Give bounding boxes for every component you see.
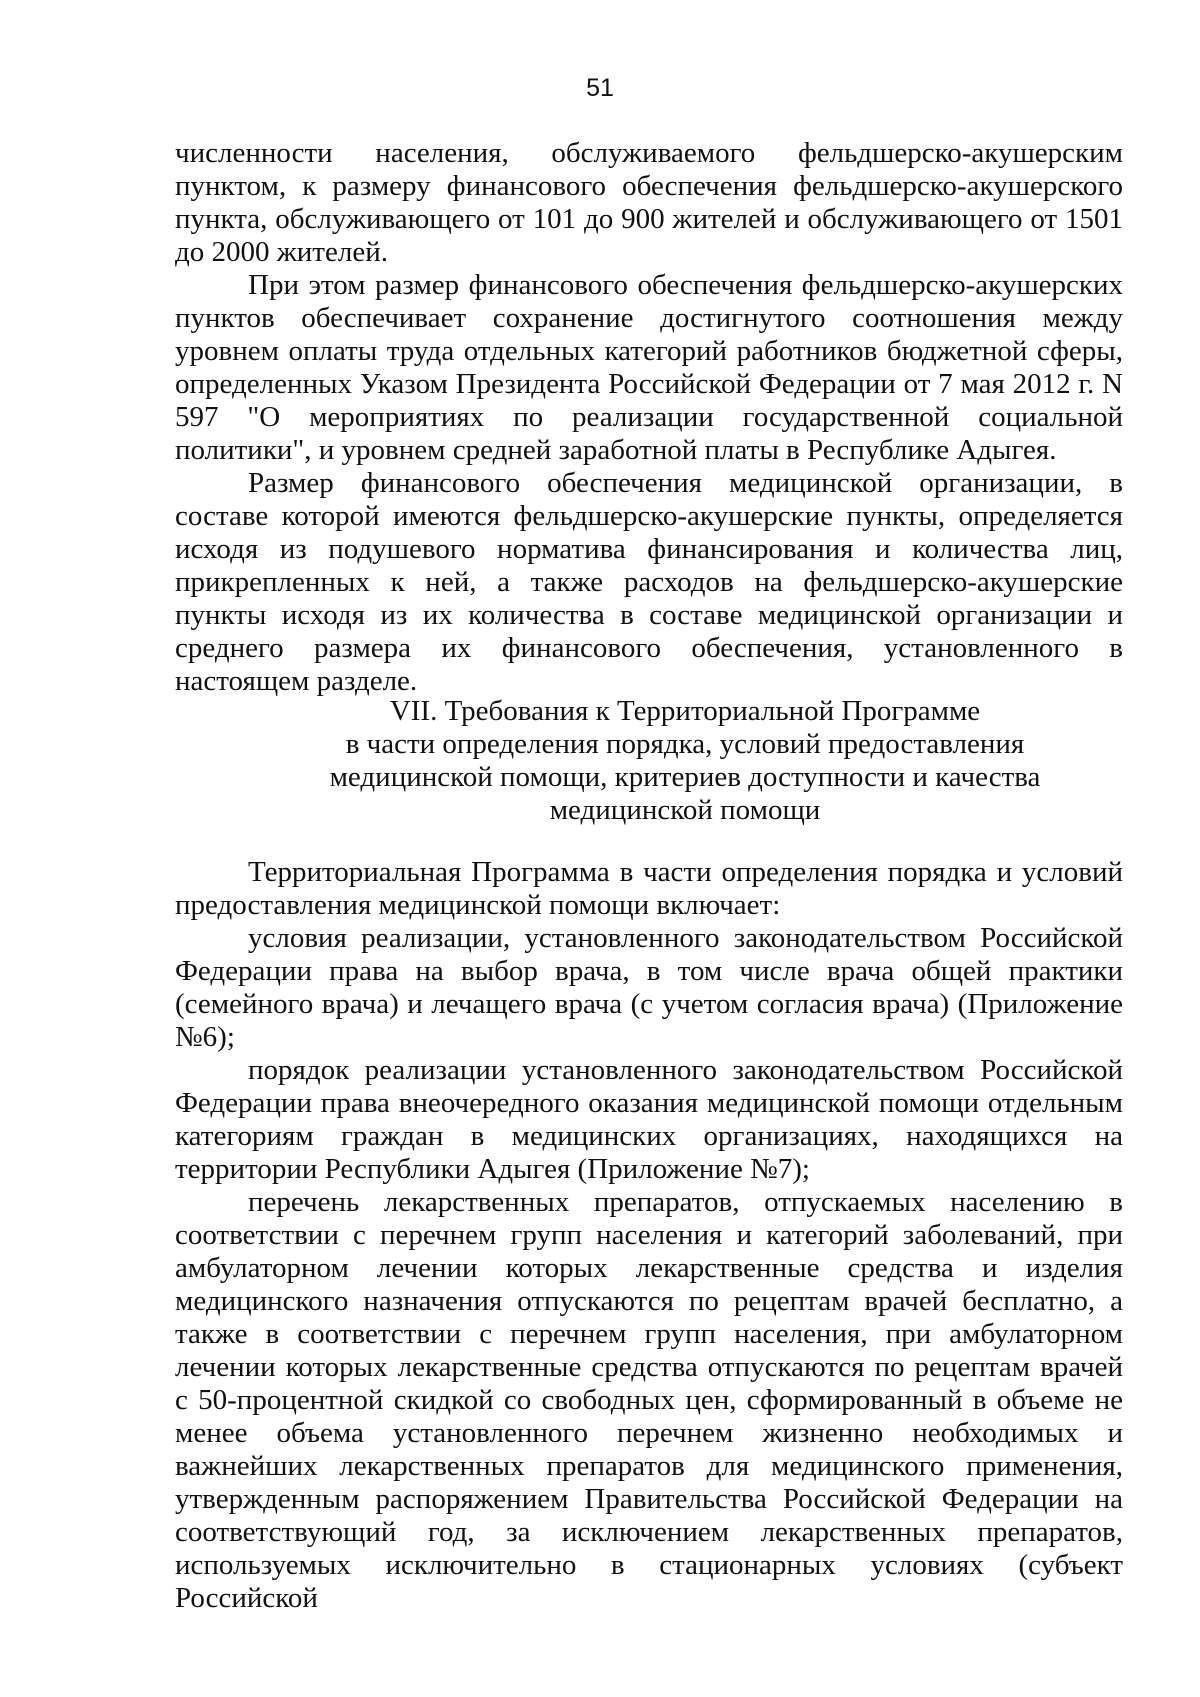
section-heading — [175, 695, 1195, 827]
text-block-bottom — [175, 856, 1123, 1615]
paragraph: порядок реализации установленного законодательством Российской Федерации права внеочередного оказания медицинской помощи отдельным категориям граждан в медицинских организациях, находящихся на территории Республики Адыгея (Приложение №7); — [175, 1054, 1123, 1185]
section-heading-line: в части определения порядка, условий предоставления — [345, 728, 1025, 760]
paragraph: перечень лекарственных препаратов, отпускаемых населению в соответствии с перечнем групп населения и категорий заболеваний, при амбулаторном лечении которых лекарственные средства и изделия медицинского назначения отпускаются по рецептам врачей бесплатно, а также в соответствии с перечнем групп населения, при амбулаторном лечении которых лекарственные средства отпускаются по рецептам врачей с 50-процентной скидкой со свободных цен, сформированный в объеме не менее объема установленного перечнем жизненно необходимых и важнейших лекарственных препаратов для медицинского применения, утвержденным распоряжением Правительства Российской Федерации на соответствующий год, за исключением лекарственных препаратов, используемых исключительно в стационарных условиях (субъект Российской — [175, 1186, 1123, 1614]
text-block-top — [175, 137, 1123, 698]
paragraph: При этом размер финансового обеспечения фельдшерско-акушерских пунктов обеспечивает сохранение достигнутого соотношения между уровнем оплаты труда отдельных категорий работников бюджетной сферы, определенных Указом Президента Российской Федерации от 7 мая 2012 г. N 597 "О мероприятиях по реализации государственной социальной политики", и уровнем средней заработной платы в Республике Адыгея. — [175, 269, 1123, 466]
section-heading-line: медицинской помощи — [549, 794, 821, 826]
page-number: 51 — [586, 74, 614, 102]
paragraph: Размер финансового обеспечения медицинской организации, в составе которой имеются фельдшерско-акушерские пункты, определяется исходя из подушевого норматива финансирования и количества лиц, прикрепленных к ней, а также расходов на фельдшерско-акушерские пункты исходя из их количества в составе медицинской организации и среднего размера их финансового обеспечения, установленного в настоящем разделе. — [175, 467, 1123, 697]
paragraph: условия реализации, установленного законодательством Российской Федерации права на выбор врача, в том числе врача общей практики (семейного врача) и лечащего врача (с учетом согласия врача) (Приложение №6); — [175, 922, 1123, 1053]
section-heading-line: медицинской помощи, критериев доступности и качества — [329, 761, 1041, 793]
paragraph: численности населения, обслуживаемого фельдшерско-акушерским пунктом, к размеру финансового обеспечения фельдшерско-акушерского пункта, обслуживающего от 101 до 900 жителей и обслуживающего от 1501 до 2000 жителей. — [175, 137, 1123, 268]
paragraph: Территориальная Программа в части определения порядка и условий предоставления медицинской помощи включает: — [175, 856, 1123, 921]
section-heading-line: VII. Требования к Территориальной Программе — [389, 695, 981, 727]
